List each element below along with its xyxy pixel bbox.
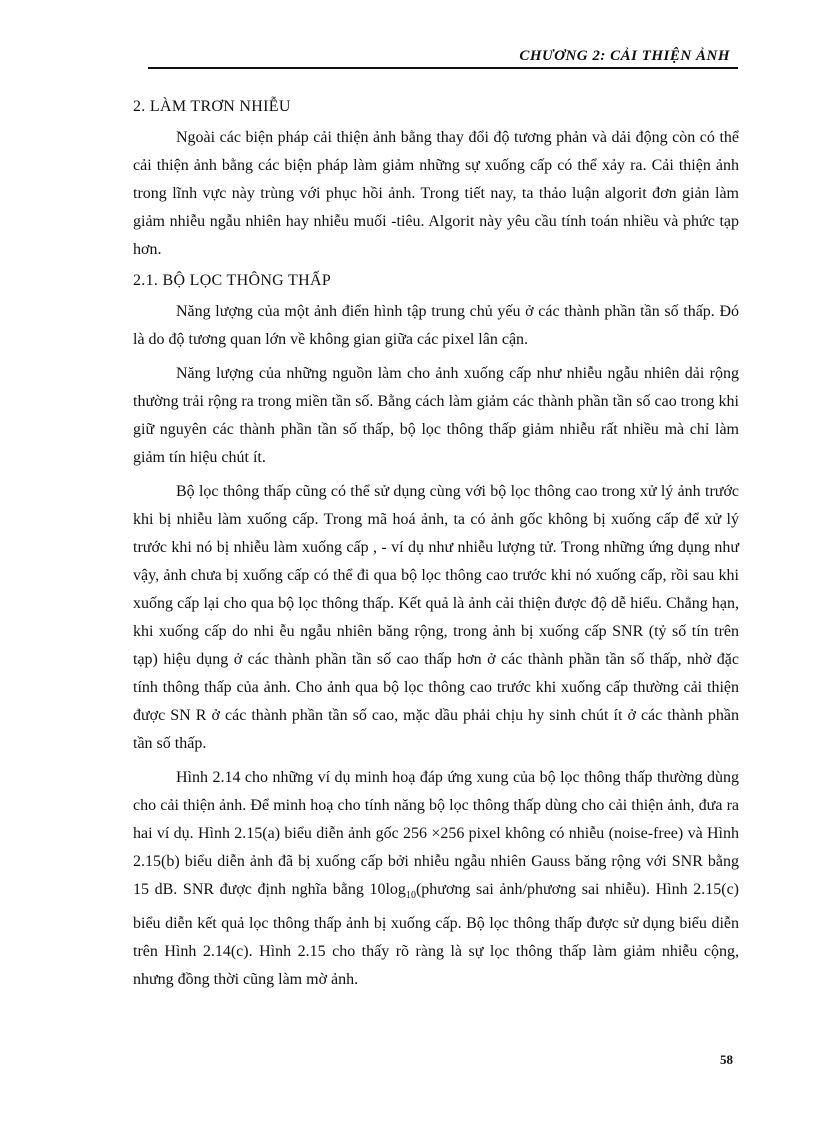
running-header: CHƯƠNG 2: CẢI THIỆN ẢNH (519, 48, 730, 64)
paragraph-intro: Ngoài các biện pháp cải thiện ảnh bằng thay đổi độ tương phản và dải động còn có thể cải thiện ảnh bằng các biện pháp làm giảm những sự xuống cấp có thể xảy ra. Cải thiện ảnh trong lĩnh vực này trùng với phục hồi ảnh. Trong tiết nay, ta thảo luận algorit đơn giản làm giảm nhiễu ngẫu nhiên hay nhiễu muối -tiêu. Algorit này yêu cầu tính toán nhiều và phức tạp hơn. (133, 129, 739, 258)
paragraph-figure-examples-part1: Hình 2.14 cho những ví dụ minh hoạ đáp ứng xung của bộ lọc thông thấp thường dùng cho cải thiện ảnh. Để minh hoạ cho tính năng bộ lọc thông thấp dùng cho cải thiện ảnh, đưa ra hai ví dụ. Hình 2.15(a) biểu diễn ảnh gốc 256 ×256 pixel không có nhiễu (noise-free) và Hình 2.15(b) biểu diễn ảnh đã bị xuống cấp bởi nhiễu ngẫu nhiên Gauss băng rộng với SNR bằng 15 dB. SNR được định nghĩa bằng 10log (133, 769, 739, 898)
paragraph-figure-examples (133, 764, 739, 994)
subsection-heading: 2.1. BỘ LỌC THÔNG THẤP (133, 272, 332, 289)
paragraph-noise-sources: Năng lượng của những nguồn làm cho ảnh xuống cấp như nhiễu ngẫu nhiên dải rộng thường trải rộng ra trong miền tần số. Bằng cách làm giảm các thành phần tần số cao trong khi giữ nguyên các thành phần tần số thấp, bộ lọc thông thấp giảm nhiễu rất nhiều mà chỉ làm giảm tín hiệu chút ít. (133, 365, 739, 466)
page-content (133, 98, 739, 1000)
section-heading: 2. LÀM TRƠN NHIỄU (133, 98, 291, 115)
log-subscript: 10 (405, 890, 416, 902)
paragraph-energy: Năng lượng của một ảnh điển hình tập trung chủ yếu ở các thành phần tần số thấp. Đó là do độ tương quan lớn về không gian giữa các pixel lân cận. (133, 303, 739, 348)
paragraph-prefilter: Bộ lọc thông thấp cũng có thể sử dụng cùng với bộ lọc thông cao trong xử lý ảnh trước khi bị nhiễu làm xuống cấp. Trong mã hoá ảnh, ta có ảnh gốc không bị xuống cấp để xử lý trước khi nó bị nhiễu làm xuống cấp , - ví dụ như nhiễu lượng tử. Trong những ứng dụng như vậy, ảnh chưa bị xuống cấp có thể đi qua bộ lọc thông cao trước khi nó xuống cấp, rồi sau khi xuống cấp lại cho qua bộ lọc thông thấp. Kết quả là ảnh cải thiện được độ dễ hiểu. Chẳng hạn, khi xuống cấp do nhi ễu ngẫu nhiên băng rộng, trong ảnh bị xuống cấp SNR (tỷ số tín trên tạp) hiệu dụng ở các thành phần tần số cao thấp hơn ở các thành phần tần số thấp, nhờ đặc tính thông thấp của ảnh. Cho ảnh qua bộ lọc thông cao trước khi xuống cấp thường cải thiện được SN R ở các thành phần tần số cao, mặc dầu phải chịu hy sinh chút ít ở các thành phần tần số thấp. (133, 483, 739, 752)
paragraph-figure-examples-part2: (phương sai ảnh/phương sai nhiễu). Hình 2.15(c) biểu diễn kết quả lọc thông thấp ảnh bị xuống cấp. Bộ lọc thông thấp được sử dụng biểu diễn trên Hình 2.14(c). Hình 2.15 cho thấy rõ ràng là sự lọc thông thấp làm giảm nhiễu cộng, nhưng đồng thời cũng làm mờ ảnh. (133, 881, 739, 989)
header-rule (148, 67, 738, 69)
page-number: 58 (720, 1052, 733, 1067)
